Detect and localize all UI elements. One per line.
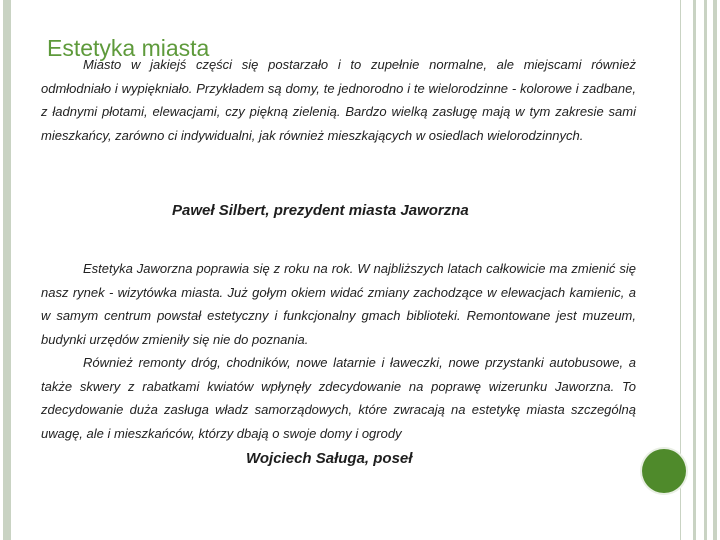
paragraph-1: Miasto w jakiejś części się postarzało i to zupełnie normalne, ale miejscami również odmłodniało i wypiękniało. Przykładem są domy, te jednorodno i te wielorodzinne - kolorowe i zadbane, z ładnymi płotami, elewacjami, czy piękną zielenią. Bardzo wielką zasługę mają w tym zakresie sami mieszkańcy, zarówno ci indywidualni, jak również mieszkających w osiedlach wielorodzinnych. bbox=[41, 57, 636, 143]
slide-title: Estetyka miasta bbox=[47, 35, 210, 61]
left-frame-bar bbox=[3, 0, 11, 540]
paragraph-2: Estetyka Jaworzna poprawia się z roku na rok. W najbliższych latach całkowicie ma zmienić się nasz rynek - wizytówka miasta. Już gołym okiem widać zmiany zachodzące w elewacjach kamienic, a w samym centrum powstał estetyczny i funkcjonalny gmach biblioteki. Remontowane jest muzeum, budynki urzędów zmieniły się nie do poznania. bbox=[41, 261, 636, 347]
decorative-circle-icon bbox=[642, 449, 686, 493]
right-frame-bar bbox=[704, 0, 707, 540]
right-frame-bar bbox=[713, 0, 717, 540]
signature-2: Wojciech Saługa, poseł bbox=[246, 450, 413, 467]
paragraph-3: Również remonty dróg, chodników, nowe latarnie i ławeczki, nowe przystanki autobusowe, a także skwery z rabatkami kwiatów wpłynęły zdecydowanie na poprawę wizerunku Jaworzna. To zdecydowanie duża zasługa władz samorządowych, które zwracają na estetykę miasta szczególną uwagę, ale i mieszkańców, którzy dbają o swoje domy i ogrody bbox=[41, 355, 636, 441]
right-frame-bar bbox=[693, 0, 696, 540]
signature-1: Paweł Silbert, prezydent miasta Jaworzna bbox=[172, 202, 469, 219]
